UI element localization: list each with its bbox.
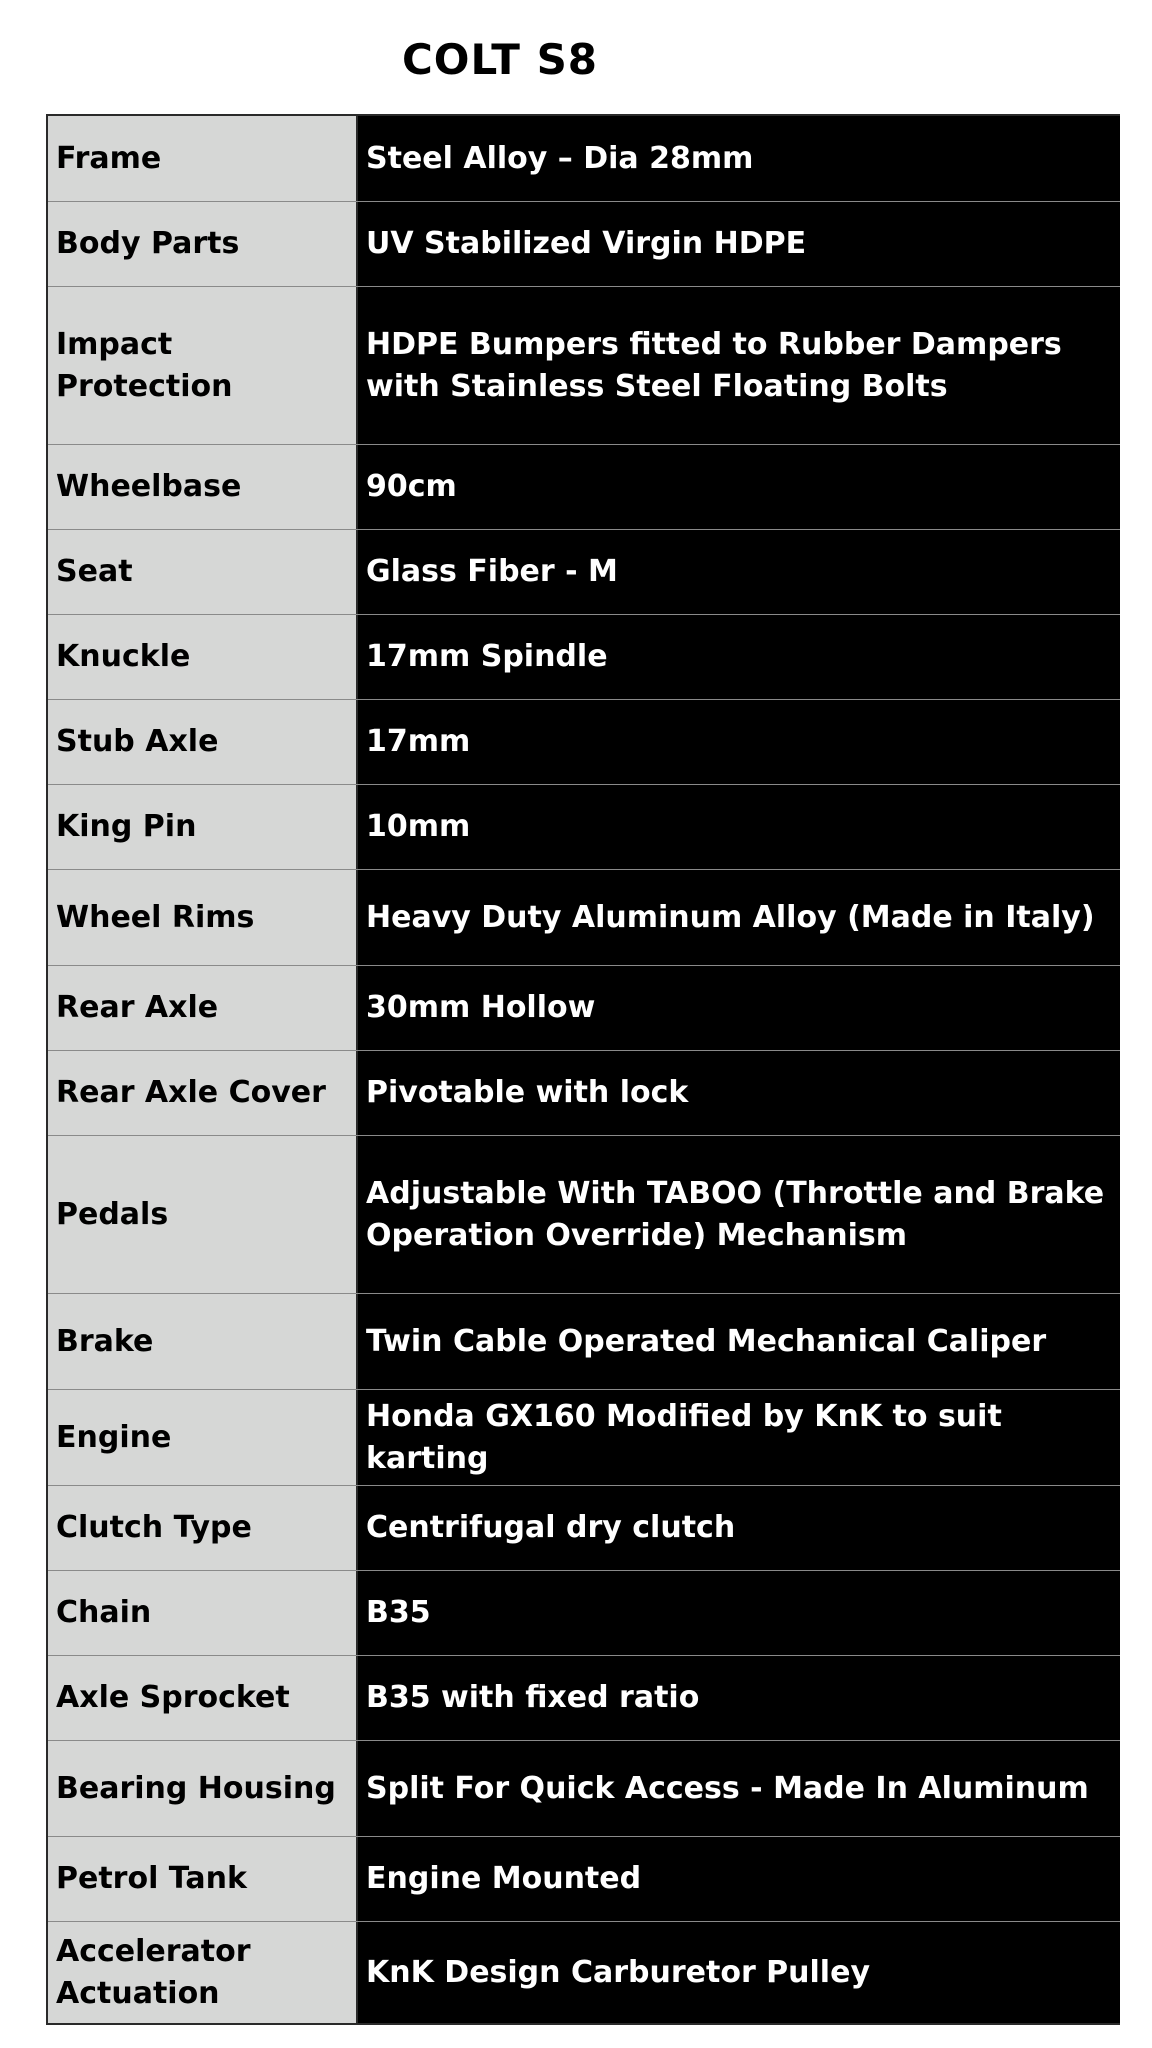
spec-row-frame bbox=[48, 116, 1120, 202]
page-title: COLT S8 bbox=[401, 35, 599, 84]
spec-value: Heavy Duty Aluminum Alloy (Made in Italy) bbox=[358, 870, 1120, 965]
spec-row-petrol-tank bbox=[48, 1837, 1120, 1922]
spec-value: Twin Cable Operated Mechanical Caliper bbox=[358, 1294, 1120, 1389]
spec-value: B35 with fixed ratio bbox=[358, 1656, 1120, 1740]
spec-value: 10mm bbox=[358, 785, 1120, 869]
spec-label: Frame bbox=[48, 116, 358, 201]
spec-value: 90cm bbox=[358, 445, 1120, 529]
spec-value: HDPE Bumpers fitted to Rubber Dampers with Stainless Steel Floating Bolts bbox=[358, 287, 1120, 444]
spec-row-accelerator-actuation bbox=[48, 1922, 1120, 2023]
spec-label: Brake bbox=[48, 1294, 358, 1389]
spec-value: Pivotable with lock bbox=[358, 1051, 1120, 1135]
spec-label: Chain bbox=[48, 1571, 358, 1655]
spec-value: KnK Design Carburetor Pulley bbox=[358, 1922, 1120, 2023]
spec-row-brake bbox=[48, 1294, 1120, 1390]
spec-row-clutch-type bbox=[48, 1486, 1120, 1571]
spec-label: Impact Protection bbox=[48, 287, 358, 444]
spec-label: Rear Axle bbox=[48, 966, 358, 1050]
spec-label: Body Parts bbox=[48, 202, 358, 286]
spec-row-body-parts bbox=[48, 202, 1120, 287]
spec-row-king-pin bbox=[48, 785, 1120, 870]
spec-label: Axle Sprocket bbox=[48, 1656, 358, 1740]
spec-label: Wheelbase bbox=[48, 445, 358, 529]
spec-label: King Pin bbox=[48, 785, 358, 869]
spec-label: Seat bbox=[48, 530, 358, 614]
spec-row-impact-protection bbox=[48, 287, 1120, 445]
spec-row-wheelbase bbox=[48, 445, 1120, 530]
spec-label: Wheel Rims bbox=[48, 870, 358, 965]
spec-value: Adjustable With TABOO (Throttle and Brake Operation Override) Mechanism bbox=[358, 1136, 1120, 1293]
spec-value: Centrifugal dry clutch bbox=[358, 1486, 1120, 1570]
spec-table bbox=[46, 114, 1120, 2025]
spec-row-bearing-housing bbox=[48, 1741, 1120, 1837]
spec-label: Rear Axle Cover bbox=[48, 1051, 358, 1135]
spec-value: 17mm bbox=[358, 700, 1120, 784]
spec-value: B35 bbox=[358, 1571, 1120, 1655]
spec-row-seat bbox=[48, 530, 1120, 615]
spec-value: Glass Fiber - M bbox=[358, 530, 1120, 614]
spec-row-rear-axle bbox=[48, 966, 1120, 1051]
spec-row-engine bbox=[48, 1390, 1120, 1486]
spec-value: 30mm Hollow bbox=[358, 966, 1120, 1050]
spec-row-axle-sprocket bbox=[48, 1656, 1120, 1741]
spec-row-knuckle bbox=[48, 615, 1120, 700]
spec-value: Split For Quick Access - Made In Aluminum bbox=[358, 1741, 1120, 1836]
spec-value: Steel Alloy – Dia 28mm bbox=[358, 116, 1120, 201]
spec-row-stub-axle bbox=[48, 700, 1120, 785]
spec-row-wheel-rims bbox=[48, 870, 1120, 966]
spec-label: Knuckle bbox=[48, 615, 358, 699]
spec-label: Petrol Tank bbox=[48, 1837, 358, 1921]
spec-row-rear-axle-cover bbox=[48, 1051, 1120, 1136]
spec-value: Engine Mounted bbox=[358, 1837, 1120, 1921]
spec-label: Bearing Housing bbox=[48, 1741, 358, 1836]
spec-label: Pedals bbox=[48, 1136, 358, 1293]
spec-label: Stub Axle bbox=[48, 700, 358, 784]
spec-value: 17mm Spindle bbox=[358, 615, 1120, 699]
spec-value: UV Stabilized Virgin HDPE bbox=[358, 202, 1120, 286]
spec-label: Accelerator Actuation bbox=[48, 1922, 358, 2023]
spec-value: Honda GX160 Modified by KnK to suit karting bbox=[358, 1390, 1120, 1485]
spec-row-pedals bbox=[48, 1136, 1120, 1294]
spec-row-chain bbox=[48, 1571, 1120, 1656]
spec-label: Clutch Type bbox=[48, 1486, 358, 1570]
spec-label: Engine bbox=[48, 1390, 358, 1485]
